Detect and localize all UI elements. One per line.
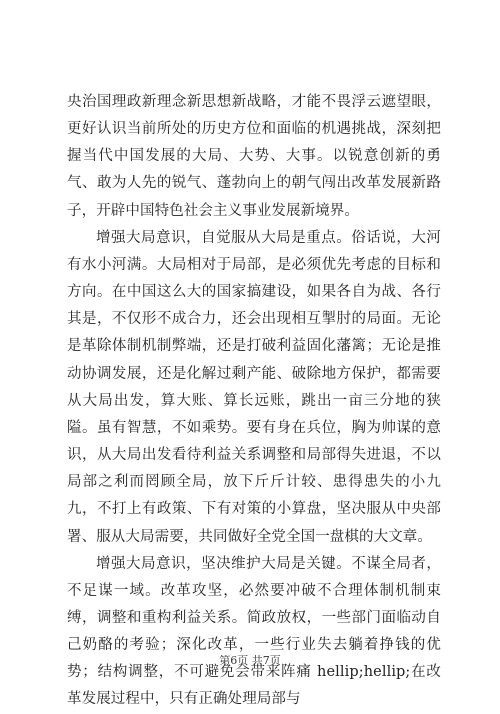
page-footer: 第6页 共7页 <box>219 654 281 667</box>
body-text <box>67 89 441 714</box>
paragraph-continuation: 央治国理政新理念新思想新战略，才能不畏浮云遮望眼，更好认识当前所处的历史方位和面临的机遇挑战，深刻把握当代中国发展的大局、大势、大事。以锐意创新的勇气、敢为人先的锐气、蓬勃向上的朝气闯出改革发展新路子，开辟中国特色社会主义事业发展新境界。 <box>67 94 441 219</box>
paragraph-safeguard-big-picture: 增强大局意识，坚决维护大局是关键。不谋全局者，不足谋一域。改革攻坚，必然要冲破不合理体制机制束缚，调整和重构利益关系。简政放权，一些部门面临动自己奶酪的考验；深化改革，一些行业失去躺着挣钱的优势；结构调整，不可避免会带来阵痛 hellip;hellip;在改革发展过程中，只有正确处理局部与 <box>67 555 441 708</box>
paragraph-follow-big-picture: 增强大局意识，自觉服从大局是重点。俗话说，大河有水小河满。大局相对于局部，是必须优先考虑的目标和方向。在中国这么大的国家搞建设，如果各自为战、各行其是，不仅形不成合力，还会出现相互掣肘的局面。无论是革除体制机制弊端，还是打破利益固化藩篱；无论是推动协调发展，还是化解过剩产能、破除地方保护，都需要从大局出发，算大账、算长远账，跳出一亩三分地的狭隘。虽有智慧，不如乘势。要有身在兵位，胸为帅谋的意识，从大局出发看待利益关系调整和局部得失进退，不以局部之利而罔顾全局，放下斤斤计较、患得患失的小九九，不打上有政策、下有对策的小算盘，坚决服从中央部署、服从大局需要，共同做好全党全国一盘棋的大文章。 <box>67 229 441 545</box>
